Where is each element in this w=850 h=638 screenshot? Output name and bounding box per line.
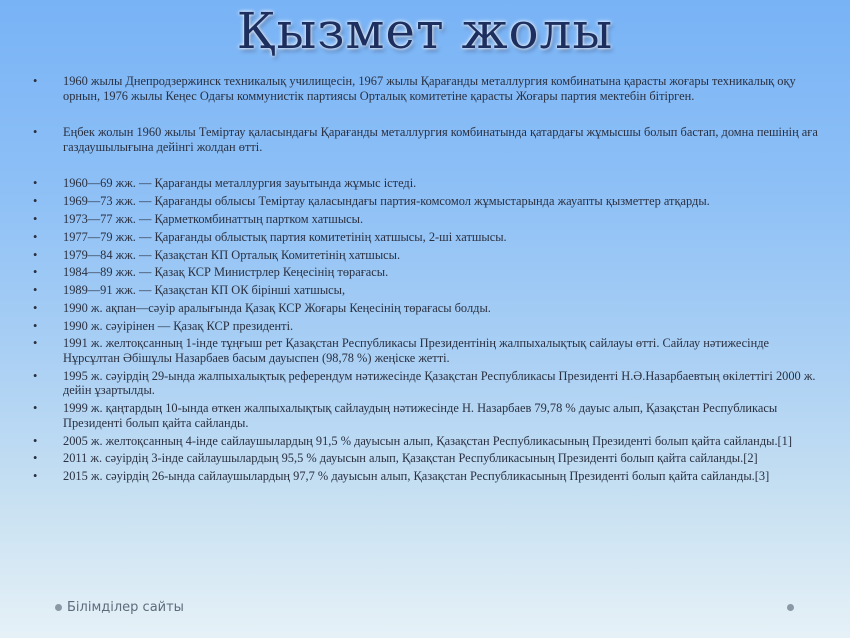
list-item: • 2015 ж. сәуірдің 26-ында сайлаушылардың 97,7 % дауысын алып, Қазақстан Республикасының Президенті болып қайта сайланды.[3] — [0, 469, 850, 484]
list-item: • Еңбек жолын 1960 жылы Теміртау қаласындағы Қарағанды металлургия комбинатында қатардағы жұмысшы болып бастап, домна пешінің аға газдаушылығына дейінгі жолдан өтті. — [0, 125, 850, 154]
list-item: • 2005 ж. желтоқсанның 4-інде сайлаушылардың 91,5 % дауысын алып, Қазақстан Республикасының Президенті болып қайта сайланды.[1] — [0, 434, 850, 449]
bullet-list — [0, 74, 850, 487]
list-item: • 1973—77 жж. — Қарметкомбинаттың партком хатшысы. — [0, 212, 850, 227]
footer-text: Білімділер сайты — [67, 600, 184, 615]
list-item: • 1960 жылы Днепродзержинск техникалық училищесін, 1967 жылы Қарағанды металлургия комбинатына қарасты жоғары техникалық оқу орнын, 1976 жылы Кеңес Одағы коммунистік партиясы Орталық комитетіне қарасты Жоғары партия мектебін бітірген. — [0, 74, 850, 103]
list-item: • 1990 ж. сәуірінен — Қазақ КСР президенті. — [0, 319, 850, 334]
list-item: • 1969—73 жж. — Қарағанды облысы Теміртау қаласындағы партия-комсомол жұмыстарында жауапты қызметтер атқарды. — [0, 194, 850, 209]
list-item: • 1999 ж. қаңтардың 10-ында өткен жалпыхалықтық сайлаудың нәтижесінде Н. Назарбаев 79,78 % дауыс алып, Қазақстан Республикасы Президенті болып қайта сайланды. — [0, 401, 850, 430]
slide-title: Қызмет жолы — [236, 2, 614, 60]
list-item: • 1995 ж. сәуірдің 29-ында жалпыхалықтық референдум нәтижесінде Қазақстан Республикасы Президенті Н.Ә.Назарбаевтың өкілеттігі 2000 ж. дейін ұзартылды. — [0, 369, 850, 398]
list-item: • 1991 ж. желтоқсанның 1-інде тұңғыш рет Қазақстан Республикасы Президентінің жалпыхалықтық сайлауы өтті. Сайлау нәтижесінде Нұрсұлтан Әбішұлы Назарбаев басым дауыспен (98,78 %) жеңіске жетті. — [0, 336, 850, 365]
list-item: • 1977—79 жж. — Қарағанды облыстық партия комитетінің хатшысы, 2-ші хатшысы. — [0, 230, 850, 245]
footer-right-dot — [787, 604, 794, 611]
list-item: • 1979—84 жж. — Қазақстан КП Орталық Комитетінің хатшысы. — [0, 248, 850, 263]
footer-left-dot — [55, 604, 62, 611]
list-item: • 1989—91 жж. — Қазақстан КП ОК бірінші хатшысы, — [0, 283, 850, 298]
list-item: • 1984—89 жж. — Қазақ КСР Министрлер Кеңесінің төрағасы. — [0, 265, 850, 280]
list-item: • 1960—69 жж. — Қарағанды металлургия зауытында жұмыс істеді. — [0, 176, 850, 191]
list-item: • 2011 ж. сәуірдің 3-інде сайлаушылардың 95,5 % дауысын алып, Қазақстан Республикасының Президенті болып қайта сайланды.[2] — [0, 451, 850, 466]
list-item: • 1990 ж. ақпан—сәуір аралығында Қазақ КСР Жоғары Кеңесінің төрағасы болды. — [0, 301, 850, 316]
